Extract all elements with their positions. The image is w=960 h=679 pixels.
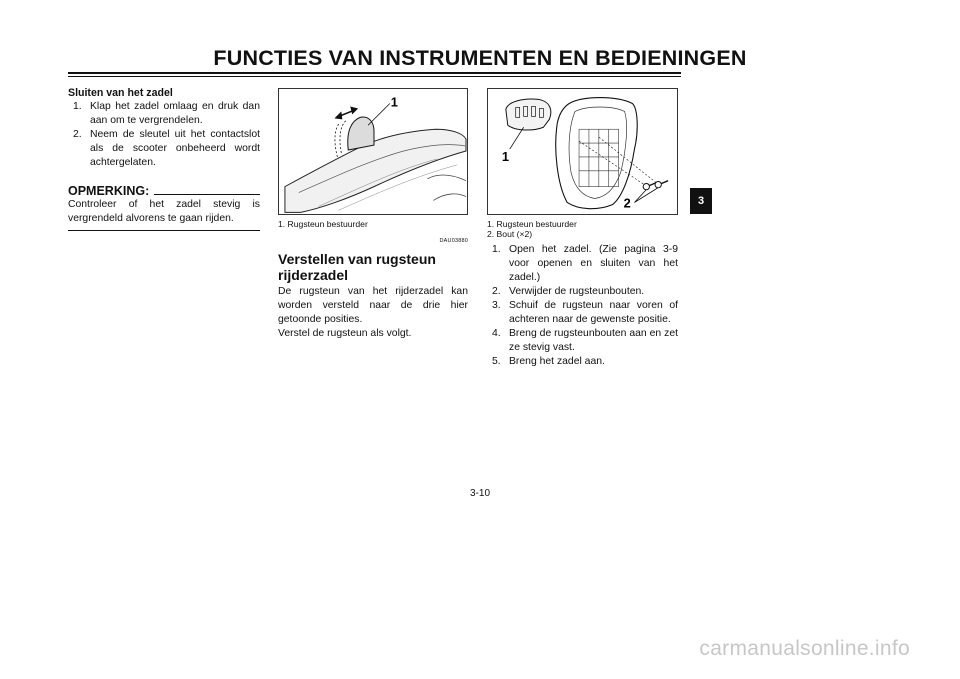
step-number: 2. xyxy=(73,129,82,140)
figure-callout-2: 2 xyxy=(623,195,631,211)
middle-column xyxy=(278,88,468,341)
backrest-bolts-illustration xyxy=(488,89,677,214)
figure-caption: 1. Rugsteun bestuurder xyxy=(278,219,368,229)
step-number: 1. xyxy=(492,244,501,255)
step-text: Verwijder de rugsteunbouten. xyxy=(509,286,645,297)
page-number: 3-10 xyxy=(469,488,490,499)
figure-backrest-bolts xyxy=(487,88,678,215)
step-text: Breng de rugsteunbouten aan en zet ze stevig vast. xyxy=(509,328,678,353)
step-text: Neem de sleutel uit het contactslot als de scooter onbeheerd wordt achtergelaten. xyxy=(90,129,260,168)
seat-backrest-illustration xyxy=(279,89,467,214)
list-item xyxy=(487,299,678,327)
watermark: carmanualsonline.info xyxy=(699,637,910,660)
step-number: 2. xyxy=(492,286,501,297)
step-number: 3. xyxy=(492,300,501,311)
body-paragraph: Verstel de rugsteun als volgt. xyxy=(278,328,412,339)
adjust-steps xyxy=(487,243,678,369)
body-paragraph: De rugsteun van het rijderzadel kan worden versteld naar de drie hier getoonde posities. xyxy=(278,286,468,325)
step-text: Breng het zadel aan. xyxy=(509,356,605,367)
list-item xyxy=(487,355,678,369)
document-code: DAU03880 xyxy=(439,238,468,244)
note-text: Controleer of het zadel stevig is vergrendeld alvorens te gaan rijden. xyxy=(68,199,260,224)
note-label: OPMERKING: xyxy=(68,184,150,198)
step-text: Open het zadel. (Zie pagina 3-9 voor openen en sluiten van het zadel.) xyxy=(509,244,678,283)
step-text: Klap het zadel omlaag en druk dan aan om te vergrendelen. xyxy=(90,101,260,126)
list-item xyxy=(487,243,678,285)
section-heading-adjust-backrest: Verstellen van rugsteun rijderzadel xyxy=(278,251,436,283)
figure-callout-1: 1 xyxy=(390,94,398,110)
note-rule xyxy=(154,194,260,195)
step-number: 4. xyxy=(492,328,501,339)
closing-steps xyxy=(68,100,260,170)
step-text: Schuif de rugsteun naar voren of achteren naar de gewenste positie. xyxy=(509,300,678,325)
figure-callout-1: 1 xyxy=(501,148,510,164)
left-column xyxy=(68,86,260,231)
list-item xyxy=(487,285,678,299)
list-item xyxy=(68,100,260,128)
caption-line: 2. Bout (×2) xyxy=(487,229,533,239)
right-column xyxy=(487,88,678,369)
page-title: FUNCTIES VAN INSTRUMENTEN EN BEDIENINGEN xyxy=(213,46,747,70)
step-number: 1. xyxy=(73,101,82,112)
step-number: 5. xyxy=(492,356,501,367)
figure-seat-backrest xyxy=(278,88,468,215)
title-rule-thin xyxy=(68,76,681,77)
list-item xyxy=(487,327,678,355)
list-item xyxy=(68,128,260,170)
figure-caption xyxy=(487,219,678,239)
title-rule-thick xyxy=(68,72,681,74)
note-heading xyxy=(68,184,260,198)
section-heading-closing-seat: Sluiten van het zadel xyxy=(68,87,173,99)
chapter-tab[interactable]: 3 xyxy=(690,188,712,214)
note-end-rule xyxy=(68,230,260,231)
caption-line: 1. Rugsteun bestuurder xyxy=(487,219,577,229)
